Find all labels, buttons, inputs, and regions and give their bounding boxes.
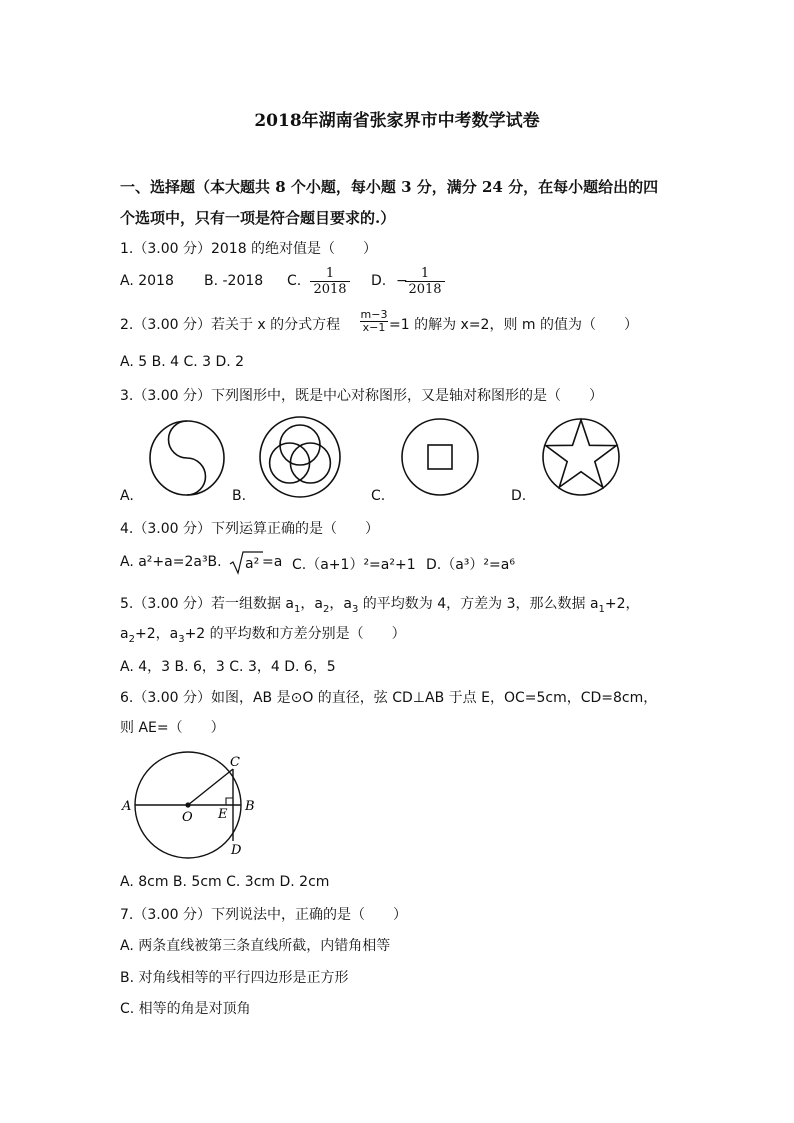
q2-fraction-numerator: m−3: [360, 308, 388, 321]
q5-sub-3: 3: [351, 603, 359, 615]
q5-line2-post: +2 的平均数和方差分别是（ ）: [184, 626, 406, 642]
q5-sub-1b: 1: [598, 603, 605, 615]
q6-options: A. 8cm B. 5cm C. 3cm D. 2cm: [120, 874, 330, 890]
q1-option-c-fraction: [310, 266, 350, 297]
q5-sub-3b: 3: [178, 633, 185, 645]
q1-option-d-label: D.: [371, 273, 387, 289]
q5-line1-pre: 5.（3.00 分）若一组数据 a: [120, 596, 295, 612]
q1-option-a: A. 2018: [120, 273, 174, 289]
q1-option-b: B. -2018: [204, 273, 264, 289]
q5-line2-mid: +2，a: [134, 626, 179, 642]
q1-option-c-denominator: 2018: [310, 281, 350, 297]
q7-option-b: B. 对角线相等的平行四边形是正方形: [120, 970, 349, 986]
q4-option-a: A. a²+a=2a³B.: [120, 554, 222, 570]
q3-label-d: D.: [511, 488, 527, 504]
q6-label-d: D: [231, 843, 242, 858]
q5-line1-mid2: ，a: [329, 596, 352, 612]
q1-option-c-numerator: 1: [325, 266, 335, 281]
q1-option-d-denominator: 2018: [405, 281, 445, 297]
q2-fraction-denominator: x−1: [360, 321, 388, 334]
q5-options: A. 4，3 B. 6，3 C. 3，4 D. 6，5: [120, 659, 336, 675]
q5-line2-pre: a: [120, 626, 129, 642]
q3-figure-d-star: [541, 417, 621, 497]
q4-option-b-result: =a: [262, 554, 283, 570]
q2-stem-pre: 2.（3.00 分）若关于 x 的分式方程: [120, 317, 341, 333]
q3-label-c: C.: [371, 488, 386, 504]
q5-line2: [120, 623, 406, 645]
q3-figure-a-yinyang: [148, 419, 226, 497]
q6-label-o: O: [182, 810, 193, 825]
q4-option-b-radicand: a²: [245, 556, 260, 572]
q4-option-d: D.（a³）²=a⁶: [426, 557, 515, 573]
q7-option-a: A. 两条直线被第三条直线所截，内错角相等: [120, 938, 391, 954]
q6-center-point: [185, 802, 190, 807]
q3-stem: 3.（3.00 分）下列图形中，既是中心对称图形，又是轴对称图形的是（ ）: [120, 388, 603, 404]
q5-line1-end: +2，: [604, 596, 640, 612]
q1-option-d-fraction: [405, 266, 445, 297]
q1-option-d-numerator: 1: [420, 266, 430, 281]
q6-label-a: A: [122, 799, 132, 814]
q2-options: A. 5 B. 4 C. 3 D. 2: [120, 354, 245, 370]
q6-label-e: E: [218, 807, 228, 822]
section-heading-line1: 一、选择题（本大题共 8 个小题，每小题 3 分，满分 24 分，在每小题给出的四: [120, 178, 659, 196]
section-heading-line2: 个选项中，只有一项是符合题目要求的.）: [120, 209, 396, 227]
q5-sub-2: 2: [322, 603, 330, 615]
q1-option-d-sign: −: [396, 273, 408, 289]
q5-sub-2b: 2: [128, 633, 135, 645]
q5-line1: [120, 593, 640, 615]
q1-stem: 1.（3.00 分）2018 的绝对值是（ ）: [120, 241, 378, 257]
q1-option-c-label: C.: [287, 273, 302, 289]
q3-label-b: B.: [232, 488, 247, 504]
q5-sub-1: 1: [294, 603, 301, 615]
page-title: 2018年湖南省张家界市中考数学试卷: [254, 111, 540, 131]
q5-line1-mid: ，a: [300, 596, 323, 612]
q6-line2: 则 AE=（ ）: [120, 720, 225, 736]
q2-stem-post: =1 的解为 x=2，则 m 的值为（ ）: [389, 317, 638, 333]
q6-label-b: B: [245, 799, 255, 814]
q4-stem: 4.（3.00 分）下列运算正确的是（ ）: [120, 521, 379, 537]
q7-stem: 7.（3.00 分）下列说法中，正确的是（ ）: [120, 907, 407, 923]
q5-line1-post: 的平均数为 4，方差为 3，那么数据 a: [358, 596, 599, 612]
q6-right-angle-mark: [226, 798, 233, 805]
q6-circle-figure: [116, 744, 266, 864]
q2-fraction: [360, 309, 388, 334]
q6-label-c: C: [230, 755, 240, 770]
q4-option-c: C.（a+1）²=a²+1: [292, 557, 416, 573]
q3-label-a: A.: [120, 488, 134, 504]
q3-figure-c-coin: [400, 417, 480, 497]
q6-line1: 6.（3.00 分）如图，AB 是⊙O 的直径，弦 CD⊥AB 于点 E，OC=5cm，CD=8cm，: [120, 690, 658, 706]
q7-option-c: C. 相等的角是对顶角: [120, 1001, 251, 1017]
q3-figure-b-three-circles: [258, 415, 342, 499]
